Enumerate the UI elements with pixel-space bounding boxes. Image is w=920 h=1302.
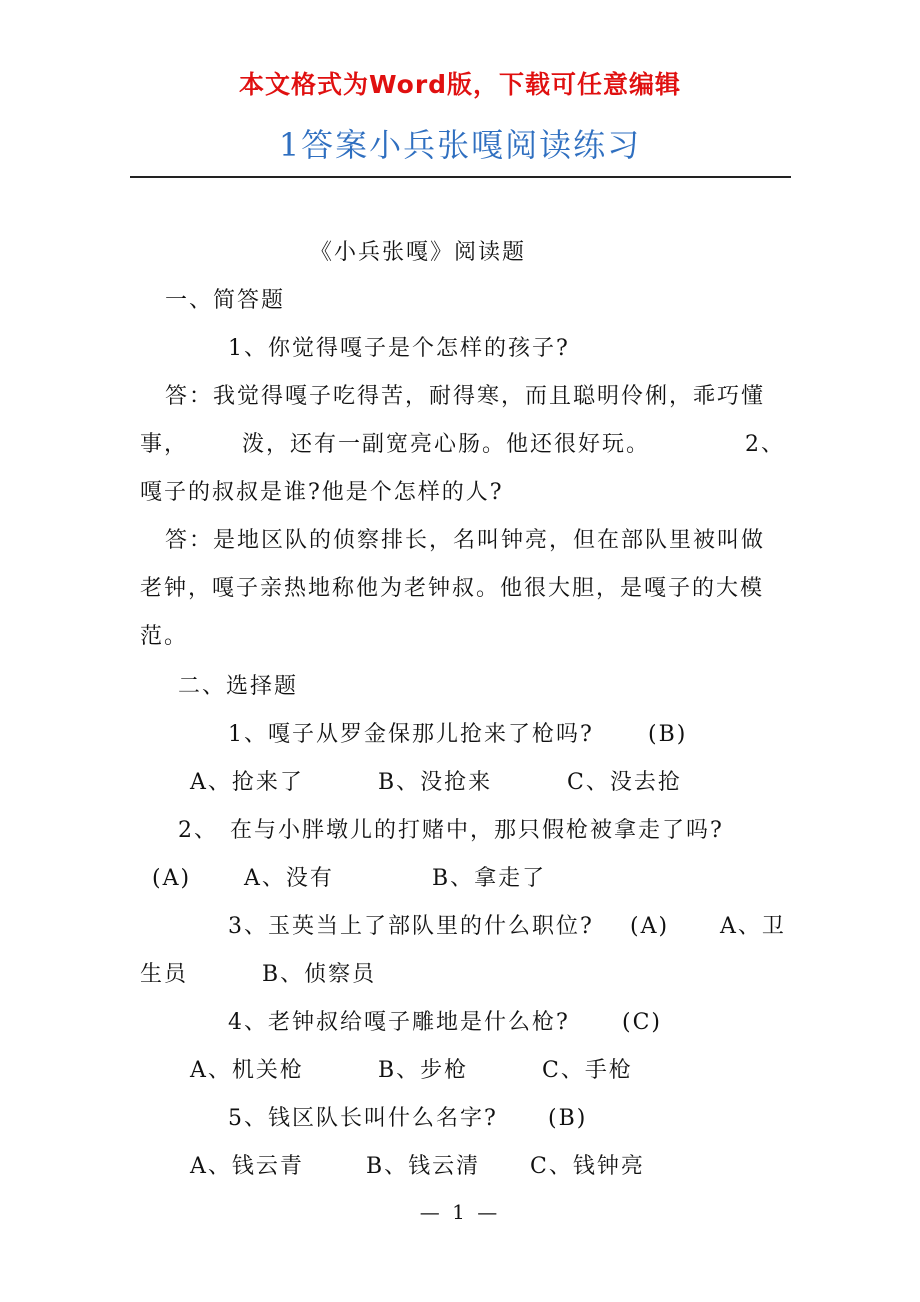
choice-option: B、没抢来 (378, 770, 493, 795)
answer-key: (B) (548, 1106, 588, 1131)
page-number: — 1 — (419, 1200, 501, 1224)
question-text: 在与小胖墩儿的打赌中，那只假枪被拿走了吗? (230, 818, 724, 843)
choice-option: A、抢来了 (190, 770, 304, 795)
quiz-subtitle: 《小兵张嘎》阅读题 (310, 240, 527, 265)
answer-text: 答：是地区队的侦察排长，名叫钟亮，但在部队里被叫做 (165, 528, 766, 553)
choice-option: C、没去抢 (567, 770, 682, 795)
choice-option: 生员 (140, 962, 189, 987)
question-text: 3、玉英当上了部队里的什么职位? (228, 914, 594, 939)
choice-option: B、侦察员 (262, 962, 377, 987)
question-number: 2、 (178, 818, 218, 843)
answer-key: (A) (152, 866, 192, 891)
choice-option: A、没有 (244, 866, 334, 891)
title-divider (130, 176, 791, 178)
answer-text: 泼，还有一副宽亮心肠。他还很好玩。 (242, 432, 651, 457)
document-title: 1答案小兵张嘎阅读练习 (278, 126, 642, 164)
section-heading-short-answer: 一、简答题 (165, 288, 286, 313)
choice-option: B、钱云清 (366, 1154, 481, 1179)
choice-option: A、卫 (720, 914, 786, 939)
answer-key: (A) (630, 914, 670, 939)
answer-key: (B) (648, 722, 688, 747)
question-text: 4、老钟叔给嘎子雕地是什么枪? (228, 1010, 570, 1035)
choice-option: C、钱钟亮 (530, 1154, 645, 1179)
answer-text: 老钟，嘎子亲热地称他为老钟叔。他很大胆，是嘎子的大模 (140, 576, 765, 601)
answer-text: 事， (140, 432, 189, 457)
question-number: 2、 (745, 432, 785, 457)
choice-option: C、手枪 (542, 1058, 633, 1083)
format-banner: 本文格式为Word版，下载可任意编辑 (238, 70, 682, 99)
choice-option: A、钱云青 (190, 1154, 304, 1179)
question-text: 1、嘎子从罗金保那儿抢来了枪吗? (228, 722, 594, 747)
choice-option: A、机关枪 (190, 1058, 304, 1083)
answer-text: 范。 (140, 624, 189, 649)
question-text: 5、钱区队长叫什么名字? (228, 1106, 498, 1131)
question-text: 1、你觉得嘎子是个怎样的孩子? (228, 336, 570, 361)
section-heading-multiple-choice: 二、选择题 (178, 674, 299, 699)
choice-option: B、步枪 (378, 1058, 469, 1083)
answer-text: 答：我觉得嘎子吃得苦，耐得寒，而且聪明伶俐，乖巧懂 (165, 384, 766, 409)
answer-key: (C) (622, 1010, 662, 1035)
question-text: 嘎子的叔叔是谁?他是个怎样的人? (140, 480, 504, 505)
choice-option: B、拿走了 (432, 866, 547, 891)
